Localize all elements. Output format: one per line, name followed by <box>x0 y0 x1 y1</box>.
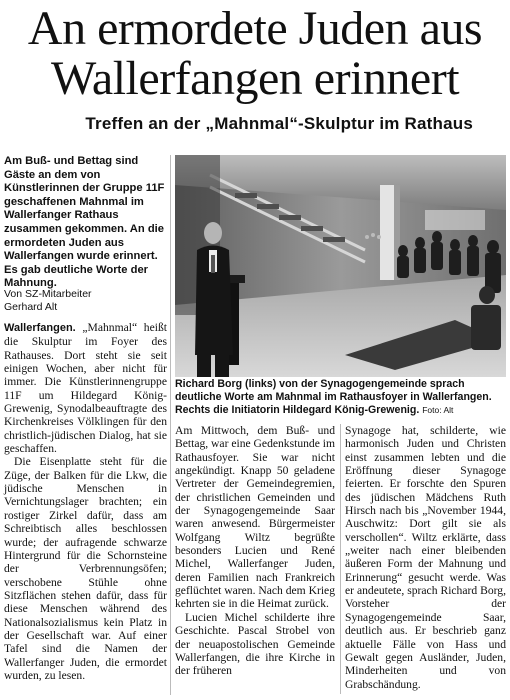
headline <box>0 4 510 104</box>
column-3-paragraph-1: Synagoge hat, schilderte, wie harmonisch Juden und Christen einst zusammen lebten und die Eröffnung dieser Synagoge feierten. Er forschte den Spuren des jüdischen Mädchens Ruth Hirsch nach bis „November 1944, Auschwitz: Dort gilt sie als verschollen“. Wiltz erklärte, dass „weiter nach einer bleibenden äußeren Form der Mahnung und Erinnerung“ gesucht werde. Was er andeutete, sprach Richard Borg, Vorsteher der Synagogengemeinde Saar, deutlich aus. Er beschrieb ganz aktuelle Fälle von Hass und Gewalt gegen Ausländer, Juden, Minderheiten und von Grabschändung. <box>345 424 506 691</box>
byline-line-2: Gerhard Alt <box>4 301 58 313</box>
headline-line-1: An ermordete Juden aus <box>27 2 483 55</box>
column-1-paragraph-1-text: „Mahnmal“ heißt die Skulptur im Foyer des Rathauses. Dort steht sie seit einigen Wochen, aber nicht für immer. Die Künstlerinnengruppe 11F um Hildegard König-Grewenig, Synodalbeauftragte des Kirchenkreises Völklingen für den christlich-jüdischen Dialog, hat sie geschaffen. <box>4 321 167 456</box>
dateline: Wallerfangen. <box>4 322 76 334</box>
headline-line-2: Wallerfangen erinnert <box>50 52 460 105</box>
column-1-paragraph-2: Die Eisenplatte steht für die Züge, der Balken für die Lkw, die jüdische Menschen in Vernichtungslager brachten; ein rostiger Zirkel dafür, dass am Schreibtisch alles beschlossen wurde; der aufragende schwarze Hintergrund für die Schornsteine der Verbrennungsöfen; verschobene Stühle ohne Sitzflächen stehen dafür, dass für diese Menschen während des Nationalsozialismus kein Platz in der Gesellschaft war. Auf einer Tafel sind die Namen der Wallerfanger Juden, die ermordet wurden, zu lesen. <box>4 455 167 682</box>
article-column-3 <box>345 424 506 691</box>
subheadline: Treffen an der „Mahnmal“-Skulptur im Rathaus <box>85 114 473 133</box>
column-2-paragraph-2: Lucien Michel schilderte ihre Geschichte. Pascal Strobel von der neuapostolischen Gemeinde Wallerfangen, die ihre Kirche in der früheren <box>175 610 335 678</box>
photo-caption-text: Richard Borg (links) von der Synagogengemeinde sprach deutliche Worte am Mahnmal im Rathausfoyer in Wallerfangen. Rechts die Initiatorin Hildegard König-Grewenig. <box>175 378 492 417</box>
article-column-2 <box>175 424 335 678</box>
byline <box>4 288 167 314</box>
lead-paragraph: Am Buß- und Bettag sind Gäste an dem von Künstlerinnen der Gruppe 11F geschaffenen Mahnmal im Wallerfanger Rathaus zusammen gekommen. An die ermordeten Juden aus Wallerfangen wurde erinnert. Es gab deutliche Worte der Mahnung. <box>4 155 165 290</box>
event-photo <box>175 155 506 377</box>
photo-caption <box>175 378 506 418</box>
article-column-1 <box>4 321 167 682</box>
byline-line-1: Von SZ-Mitarbeiter <box>4 288 92 300</box>
photo-illustration <box>175 155 506 377</box>
column-2-paragraph-1: Am Mittwoch, dem Buß- und Bettag, war eine Gedenkstunde im Rathausfoyer. Sie war nicht angekündigt. Knapp 50 geladene Vertreter der Gemeindegremien, der christlichen Gemeinden und der Synagogengemeinde Saar waren anwesend. Bürgermeister Wolfgang Wiltz begrüßte besonders Lucien und René Michel, Wallerfanger Juden, deren Familien nach Frankreich geflüchtet waren. Nach dem Krieg kehrten sie in die Heimat zurück. <box>175 424 336 611</box>
photo-credit: Foto: Alt <box>422 405 454 416</box>
column-1-paragraph-1 <box>4 321 167 455</box>
column-divider <box>340 424 341 694</box>
column-divider <box>170 155 171 695</box>
